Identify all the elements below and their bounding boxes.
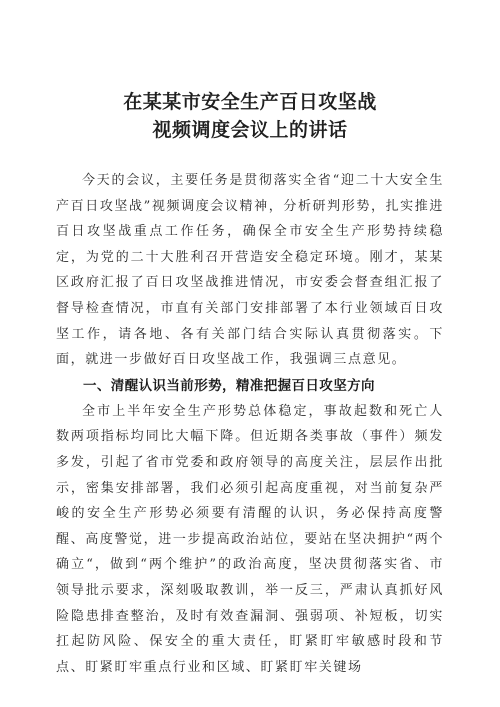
- title-block: [56, 88, 444, 144]
- intro-paragraph: 今天的会议，主要任务是贯彻落实全省“迎二十大安全生产百日攻坚战”视频调度会议精神，分析研判形势，扎实推进百日攻坚战重点工作任务，确保全市安全生产形势持续稳定，为党的二十大胜利召开营造安全稳定环境。刚才，某某区政府汇报了百日攻坚战推进情况，市安委会督查组汇报了督导检查情况，市直有关部门安排部署了本行业领域百日攻坚工作，请各地、各有关部门结合实际认真贯彻落实。下面，就进一步做好百日攻坚战工作，我强调三点意见。: [56, 173, 444, 368]
- document-title-line-2: 视频调度会议上的讲话: [152, 119, 348, 141]
- section-1-paragraph: 全市上半年安全生产形势总体稳定，事故起数和死亡人数两项指标均同比大幅下降。但近期各类事故（事件）频发多发，引起了省市党委和政府领导的高度关注，层层作出批示，密集安排部署，我们必须引起高度重视，对当前复杂严峻的安全生产形势必须要有清醒的认识，务必保持高度警醒、高度警觉，进一步提高政治站位，要站在坚决拥护“两个确立“，做到“两个维护”的政治高度，坚决贯彻落实省、市领导批示要求，深刻吸取教训，举一反三，严肃认真抓好风险隐患排查整治，及时有效查漏洞、强弱项、补短板，切实扛起防风险、保安全的重大责任，盯紧盯牢敏感时段和节点、盯紧盯牢重点行业和区域、盯紧盯牢关键场: [56, 403, 444, 675]
- section-heading-1: 一、清醒认识当前形势，精准把握百日攻坚方向: [83, 377, 375, 394]
- document-title-line-1: 在某某市安全生产百日攻坚战: [123, 91, 377, 113]
